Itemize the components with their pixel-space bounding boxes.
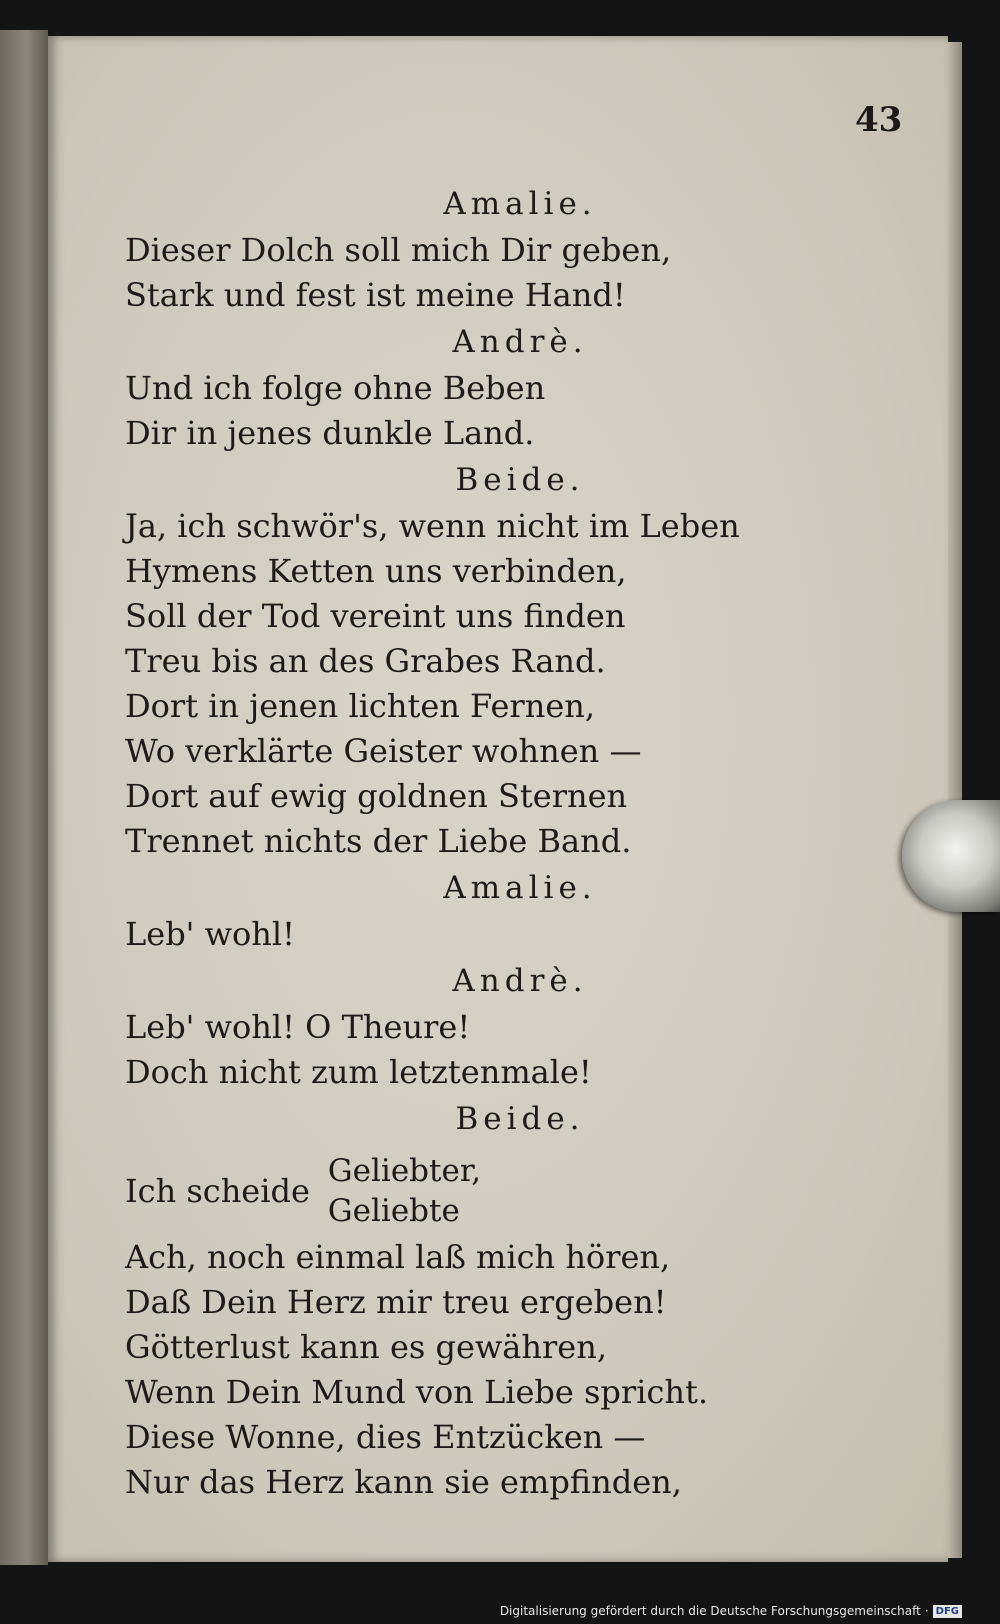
digitization-credit: Digitalisierung gefördert durch die Deutsche Forschungsgemeinschaft · DFG <box>500 1604 962 1618</box>
alternative-masculine: Geliebter, <box>327 1153 482 1189</box>
verse-line: Stark und fest ist meine Hand! <box>125 276 626 314</box>
verse-line: Götterlust kann es gewähren, <box>125 1328 607 1366</box>
speaker-heading: Andrè. <box>452 963 588 999</box>
page-number: 43 <box>855 100 903 140</box>
speaker-heading: Amalie. <box>443 870 597 906</box>
split-verse-line <box>125 1151 845 1231</box>
verse-line: Dort in jenen lichten Fernen, <box>125 687 596 725</box>
speaker-heading: Beide. <box>455 1101 585 1137</box>
speaker-heading: Andrè. <box>452 324 588 360</box>
verse-line: Dir in jenes dunkle Land. <box>125 414 535 452</box>
verse-line: Diese Wonne, dies Entzücken — <box>125 1418 646 1456</box>
verse-line: Daß Dein Herz mir treu ergeben! <box>125 1283 667 1321</box>
book-spine-shadow <box>0 30 48 1565</box>
verse-line: Und ich folge ohne Beben <box>125 369 546 407</box>
verse-line: Treu bis an des Grabes Rand. <box>125 642 606 680</box>
verse-line: Ja, ich schwör's, wenn nicht im Leben <box>125 507 740 545</box>
credit-text: Digitalisierung gefördert durch die Deutsche Forschungsgemeinschaft <box>499 1604 921 1618</box>
verse-line: Doch nicht zum letztenmale! <box>125 1053 592 1091</box>
verse-line: Ach, noch einmal laß mich hören, <box>125 1238 671 1276</box>
poem-text <box>125 180 845 1505</box>
verse-line: Leb' wohl! <box>125 915 295 953</box>
verse-line: Soll der Tod vereint uns finden <box>125 597 626 635</box>
split-alternatives <box>328 1151 481 1231</box>
verse-line: Nur das Herz kann sie empfinden, <box>125 1463 682 1501</box>
verse-line: Wo verklärte Geister wohnen — <box>125 732 642 770</box>
speaker-heading: Amalie. <box>443 186 597 222</box>
verse-line: Hymens Ketten uns verbinden, <box>125 552 627 590</box>
verse-line: Dort auf ewig goldnen Sternen <box>125 777 628 815</box>
speaker-heading: Beide. <box>455 462 585 498</box>
verse-line: Wenn Dein Mund von Liebe spricht. <box>125 1373 708 1411</box>
verse-line: Trennet nichts der Liebe Band. <box>125 822 632 860</box>
dfg-logo: DFG <box>933 1605 962 1618</box>
verse-line: Leb' wohl! O Theure! <box>125 1008 471 1046</box>
verse-line: Dieser Dolch soll mich Dir geben, <box>125 231 672 269</box>
alternative-feminine: Geliebte <box>327 1193 460 1229</box>
split-lead-text: Ich scheide <box>125 1171 310 1210</box>
